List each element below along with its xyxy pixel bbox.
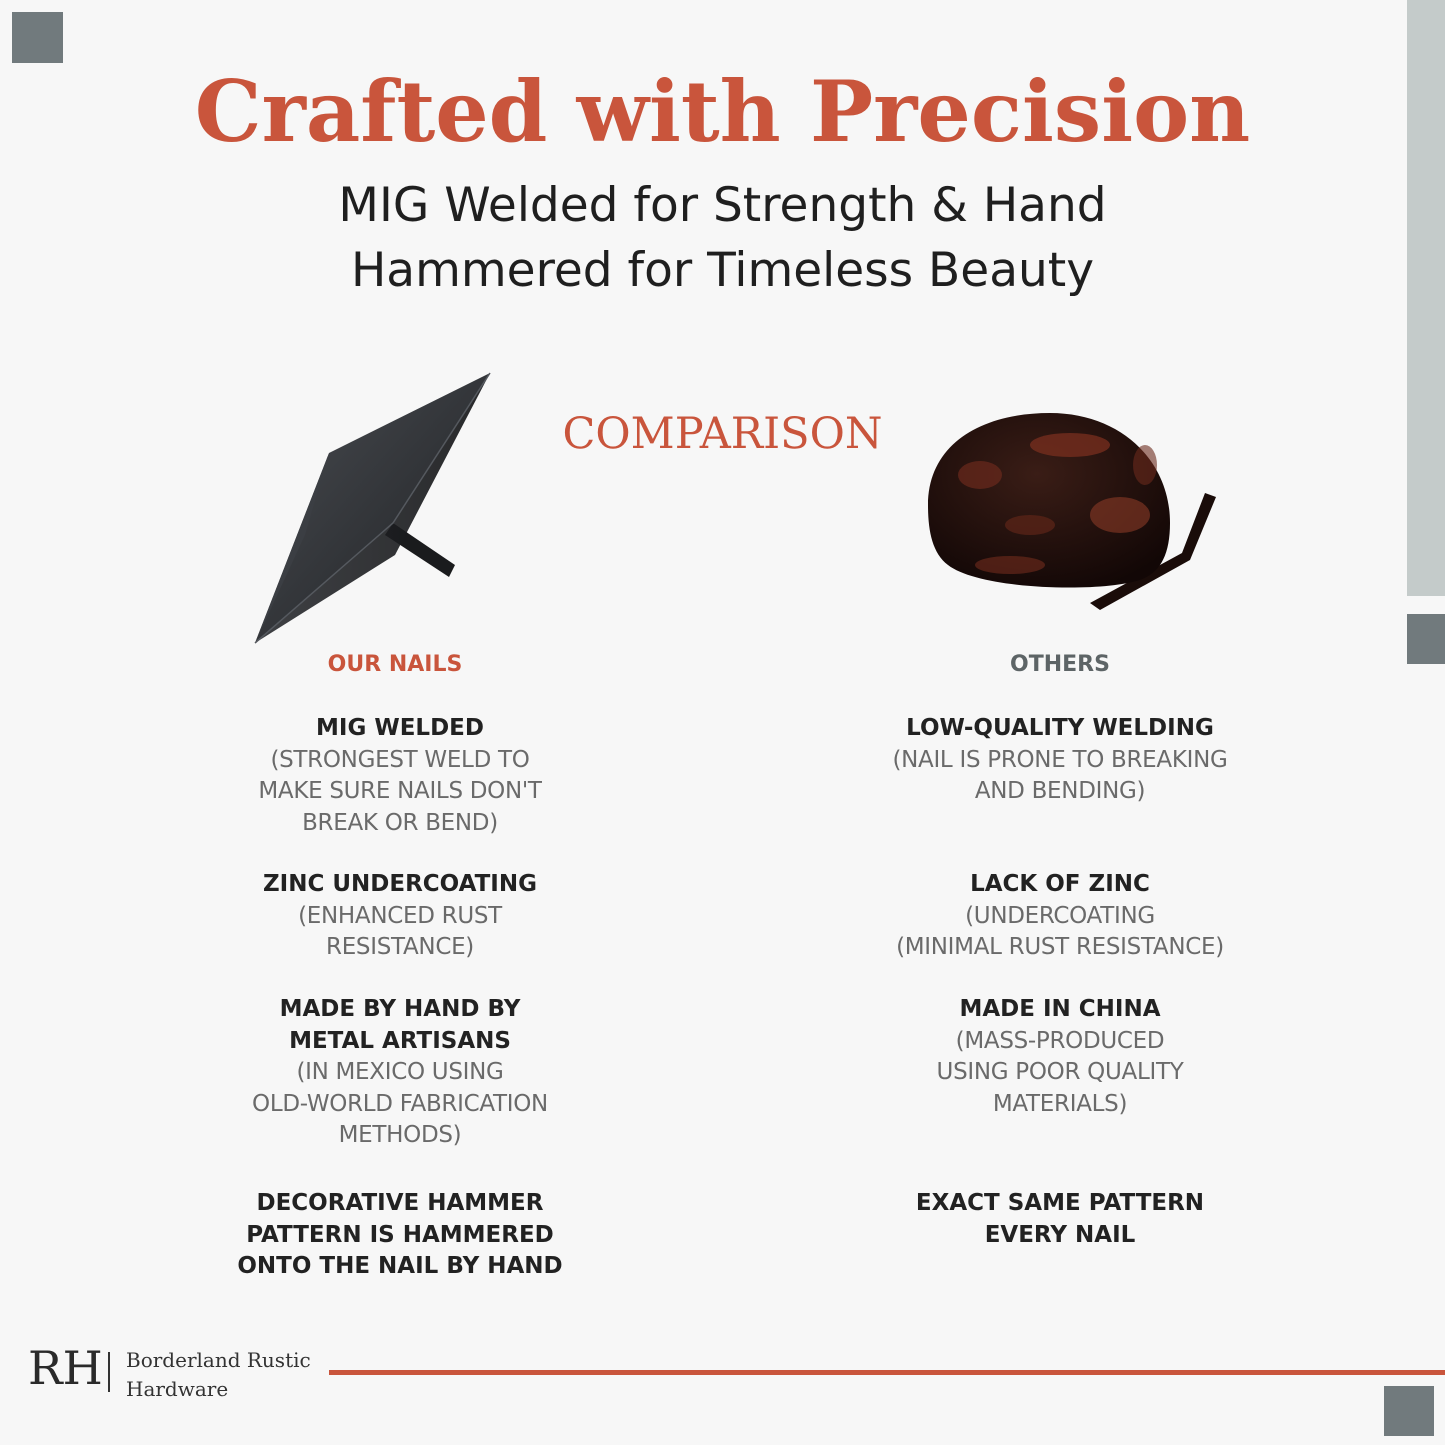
others-label: OTHERS — [1010, 652, 1110, 677]
corner-block-bottom-right — [1384, 1386, 1434, 1436]
others-item-detail: MATERIALS) — [992, 1090, 1128, 1117]
rh-monogram-icon — [26, 1336, 106, 1410]
logo-divider — [108, 1352, 110, 1392]
ours-item-origin — [200, 994, 600, 1152]
brand-name-line-2: Hardware — [126, 1377, 229, 1401]
ours-item-detail: (ENHANCED RUST — [298, 902, 502, 929]
others-item-heading: LOW-QUALITY WELDING — [906, 715, 1214, 741]
brand-name-line-1: Borderland Rustic — [126, 1348, 311, 1372]
ours-item-heading: DECORATIVE HAMMER — [256, 1190, 544, 1216]
others-item-heading: EXACT SAME PATTERN — [915, 1190, 1205, 1216]
ours-item-detail: RESISTANCE) — [326, 934, 474, 960]
side-block-right — [1407, 614, 1445, 664]
ours-item-zinc — [200, 869, 600, 964]
others-item-detail: (NAIL IS PRONE TO BREAKING — [892, 746, 1228, 773]
ours-item-heading: ZINC UNDERCOATING — [262, 871, 537, 897]
others-item-detail: AND BENDING) — [974, 778, 1146, 804]
ours-item-heading: METAL ARTISANS — [289, 1027, 511, 1054]
others-item-zinc — [860, 869, 1260, 964]
ours-item-heading: PATTERN IS HAMMERED — [246, 1221, 554, 1248]
ours-item-heading: MIG WELDED — [316, 715, 484, 741]
our-nails-label: OUR NAILS — [327, 652, 463, 677]
ours-item-detail: (IN MEXICO USING — [296, 1059, 504, 1085]
others-item-detail: (MASS-PRODUCED — [955, 1027, 1165, 1054]
others-item-detail: (MINIMAL RUST RESISTANCE) — [896, 934, 1224, 960]
ours-item-pattern — [200, 1188, 600, 1283]
ours-item-detail: (STRONGEST WELD TO — [270, 746, 530, 773]
ours-item-welding — [200, 713, 600, 839]
others-item-origin — [860, 994, 1260, 1120]
others-item-heading: MADE IN CHINA — [959, 996, 1161, 1022]
ours-item-detail: MAKE SURE NAILS DON'T — [258, 778, 542, 804]
ours-item-heading: ONTO THE NAIL BY HAND — [237, 1253, 563, 1279]
ours-item-detail: BREAK OR BEND) — [302, 809, 498, 836]
subtitle-line-1: MIG Welded for Strength & Hand — [338, 178, 1107, 233]
others-item-heading: EVERY NAIL — [984, 1221, 1136, 1248]
corner-block-top-left — [12, 12, 63, 63]
brand-logo — [26, 1336, 316, 1416]
comparison-heading: COMPARISON — [562, 409, 883, 459]
others-item-heading: LACK OF ZINC — [970, 871, 1150, 897]
our-nail-image — [245, 365, 505, 655]
others-item-detail: (UNDERCOATING — [965, 902, 1155, 929]
ours-item-detail: OLD-WORLD FABRICATION — [252, 1090, 548, 1117]
monogram-text: RH — [28, 1341, 103, 1395]
page-title: Crafted with Precision — [194, 62, 1251, 161]
others-item-pattern — [860, 1188, 1260, 1251]
others-item-welding — [860, 713, 1260, 808]
other-nail-image — [920, 405, 1225, 625]
subtitle-line-2: Hammered for Timeless Beauty — [350, 243, 1095, 298]
footer-accent-line — [329, 1370, 1445, 1375]
ours-item-detail: METHODS) — [338, 1122, 462, 1148]
others-item-detail: USING POOR QUALITY — [936, 1059, 1184, 1085]
ours-item-heading: MADE BY HAND BY — [279, 996, 521, 1022]
